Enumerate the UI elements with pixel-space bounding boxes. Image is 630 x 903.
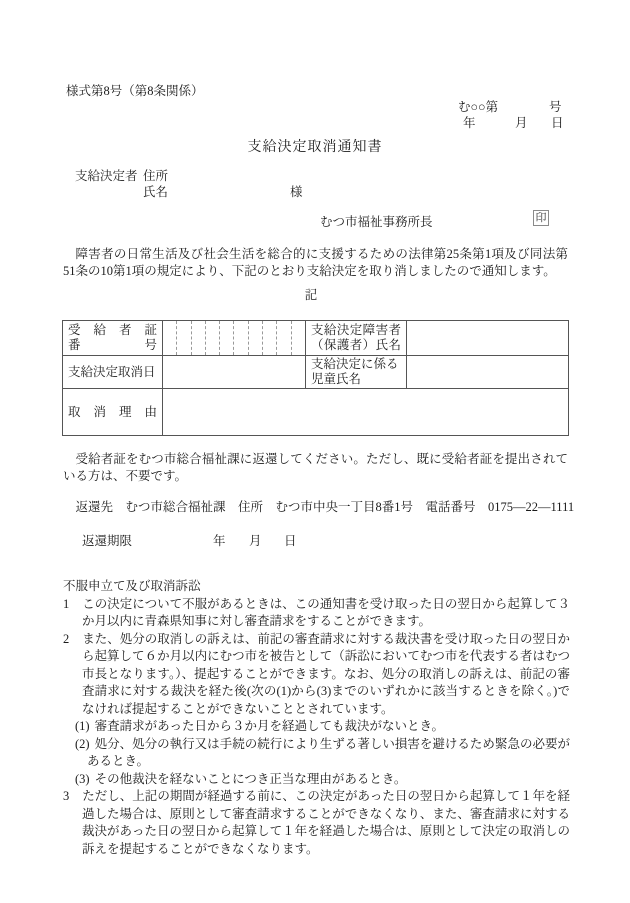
appeal-section xyxy=(63,578,570,858)
return-destination-line: 返還先 むつ市総合福祉課 住所 むつ市中央一丁目8番1号 電話番号 0175—22—1111 xyxy=(75,500,575,514)
return-paragraph: 受給者証をむつ市総合福祉課に返還してください。ただし、既に受給者証を提出されている方は、不要です。 xyxy=(63,452,568,483)
cancel-date-label: 支給決定取消日 xyxy=(63,356,163,389)
cancel-reason-label: 取消理由 xyxy=(63,389,163,436)
addressee-honorific: 様 xyxy=(290,185,303,199)
disabled-person-field xyxy=(407,321,569,356)
return-due-label: 返還期限 xyxy=(82,534,133,548)
cert-digit-boxes xyxy=(163,321,305,355)
return-due-month: 月 xyxy=(249,534,262,548)
document-title: 支給決定取消通知書 xyxy=(247,140,383,155)
cert-number-label: 受給者証 番号 xyxy=(63,321,163,356)
return-due-day: 日 xyxy=(284,534,297,548)
ki-heading: 記 xyxy=(304,288,318,302)
disabled-person-label: 支給決定障害者 （保護者）氏名 xyxy=(306,321,407,356)
table-row xyxy=(63,356,569,389)
date-year-label: 年 xyxy=(463,116,476,130)
appeal-subitem-2: (2) 処分、処分の執行又は手続の続行により生ずる著しい損害を避けるため緊急の必要があるとき。 xyxy=(75,736,570,768)
return-due-year: 年 xyxy=(213,534,226,548)
child-name-label: 支給決定に係る 児童氏名 xyxy=(306,356,407,389)
appeal-item-1: 1 この決定について不服があるときは、この通知書を受け取った日の翌日から起算して３か月以内に青森県知事に対し審査請求をすることができます。 xyxy=(63,596,570,628)
date-day-label: 日 xyxy=(551,116,564,130)
seal-placeholder: 印 xyxy=(533,210,549,226)
table-row xyxy=(63,321,569,356)
addressee-name-label: 氏名 xyxy=(143,185,169,199)
addressee-label: 支給決定者 xyxy=(75,169,138,183)
child-name-field xyxy=(407,356,569,389)
appeal-item-3: 3 ただし、上記の期間が経過する前に、この決定があった日の翌日から起算して１年を経過した場合は、原則として審査請求することができなくなり、また、審査請求に対する裁決があった日の翌日から起算して１年を経過した場合は、原則として決定の取消しの訴えを提起することができなくなります。 xyxy=(63,789,570,856)
doc-number-prefix: む○○第 xyxy=(458,100,499,114)
appeal-subitem-1: (1) 審査請求があった日から３か月を経過しても裁決がないとき。 xyxy=(75,719,444,733)
form-number: 様式第8号（第8条関係） xyxy=(66,84,204,98)
table-row xyxy=(63,389,569,436)
date-month-label: 月 xyxy=(515,116,528,130)
addressee-address-label: 住所 xyxy=(143,169,169,183)
doc-number-suffix: 号 xyxy=(549,100,562,114)
notice-paragraph: 障害者の日常生活及び社会生活を総合的に支援するための法律第25条第1項及び同法第51条の10第1項の規定により、下記のとおり支給決定を取り消しましたので通知します。 xyxy=(63,247,568,278)
cancel-date-field xyxy=(163,356,306,389)
cancel-reason-field xyxy=(163,389,569,436)
decision-table xyxy=(62,320,569,436)
issuer-name: むつ市福祉事務所長 xyxy=(320,215,433,229)
appeal-heading: 不服申立て及び取消訴訟 xyxy=(63,579,201,593)
appeal-item-2: 2 また、処分の取消しの訴えは、前記の審査請求に対する裁決書を受け取った日の翌日から起算して６か月以内にむつ市を被告として（訴訟においてむつ市を代表する者はむつ市長となります。）、提起することができます。なお、処分の取消しの訴えは、前記の審査請求に対する裁決を経た後(次の(1)から(3)までのいずれかに該当するときを除く。)でなければ提起することができないこととされています。 xyxy=(63,631,570,716)
appeal-subitem-3: (3) その他裁決を経ないことにつき正当な理由があるとき。 xyxy=(75,771,407,786)
cert-number-field xyxy=(163,321,306,356)
